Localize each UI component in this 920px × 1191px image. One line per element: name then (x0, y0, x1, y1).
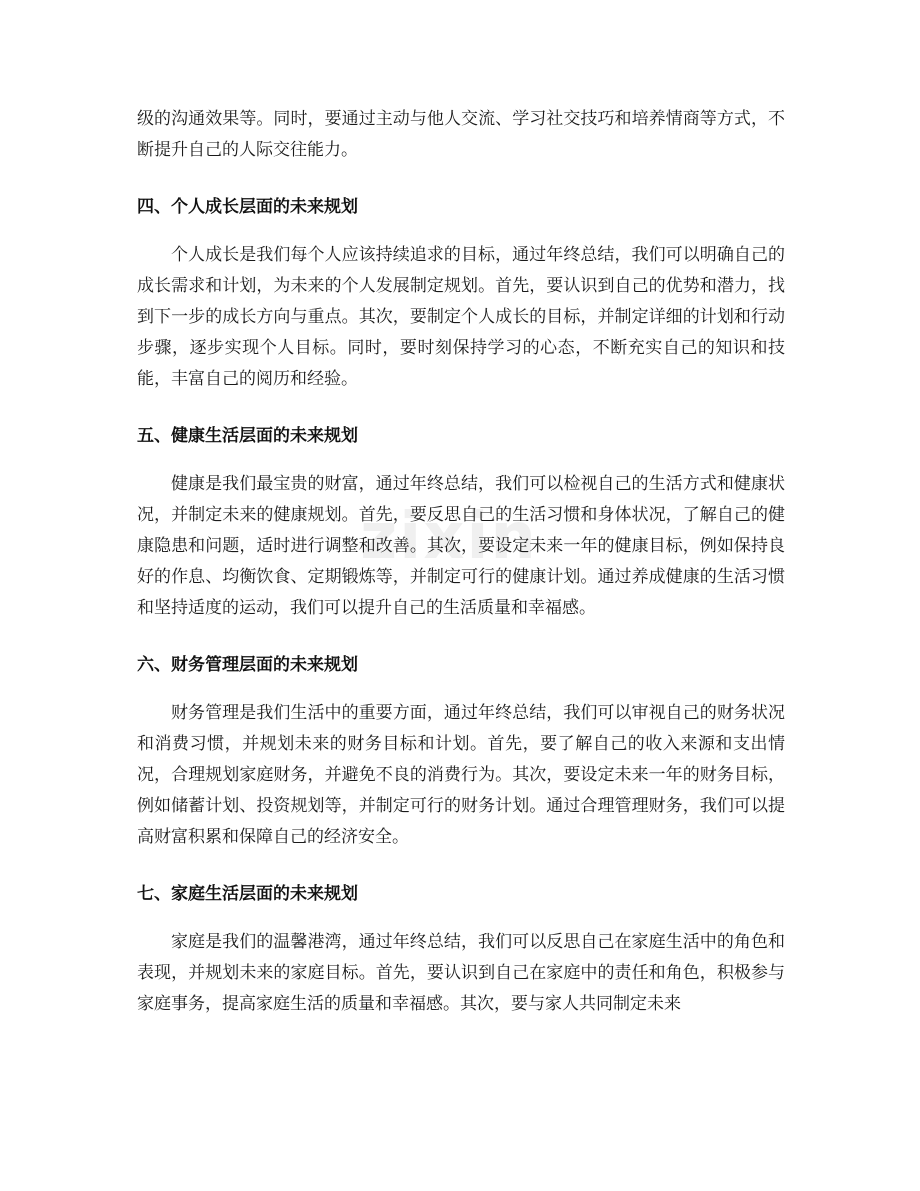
document-page (137, 104, 785, 1020)
paragraph-family-life: 家庭是我们的温馨港湾，通过年终总结，我们可以反思自己在家庭生活中的角色和表现，并规划未来的家庭目标。首先，要认识到自己在家庭中的责任和角色，积极参与家庭事务，提高家庭生活的质量和幸福感。其次，要与家人共同制定未来 (137, 932, 785, 1014)
heading-family-life: 七、家庭生活层面的未来规划 (137, 884, 358, 904)
paragraph-continued: 级的沟通效果等。同时，要通过主动与他人交流、学习社交技巧和培养情商等方式，不断提升自己的人际交往能力。 (137, 109, 785, 160)
paragraph-healthy-living: 健康是我们最宝贵的财富，通过年终总结，我们可以检视自己的生活方式和健康状况，并制定未来的健康规划。首先，要反思自己的生活习惯和身体状况，了解自己的健康隐患和问题，适时进行调整和改善。其次，要设定未来一年的健康目标，例如保持良好的作息、均衡饮食、定期锻炼等，并制定可行的健康计划。通过养成健康的生活习惯和坚持适度的运动，我们可以提升自己的生活质量和幸福感。 (137, 474, 785, 618)
watermark: zixin (360, 500, 538, 574)
heading-personal-growth: 四、个人成长层面的未来规划 (137, 197, 358, 217)
heading-financial-management: 六、财务管理层面的未来规划 (137, 655, 358, 675)
paragraph-personal-growth: 个人成长是我们每个人应该持续追求的目标，通过年终总结，我们可以明确自己的成长需求和计划，为未来的个人发展制定规划。首先，要认识到自己的优势和潜力，找到下一步的成长方向与重点。其次，要制定个人成长的目标，并制定详细的计划和行动步骤，逐步实现个人目标。同时，要时刻保持学习的心态，不断充实自己的知识和技能，丰富自己的阅历和经验。 (137, 245, 785, 389)
heading-healthy-living: 五、健康生活层面的未来规划 (137, 426, 358, 446)
paragraph-financial-management: 财务管理是我们生活中的重要方面，通过年终总结，我们可以审视自己的财务状况和消费习惯，并规划未来的财务目标和计划。首先，要了解自己的收入来源和支出情况，合理规划家庭财务，并避免不良的消费行为。其次，要设定未来一年的财务目标，例如储蓄计划、投资规划等，并制定可行的财务计划。通过合理管理财务，我们可以提高财富积累和保障自己的经济安全。 (137, 703, 785, 847)
